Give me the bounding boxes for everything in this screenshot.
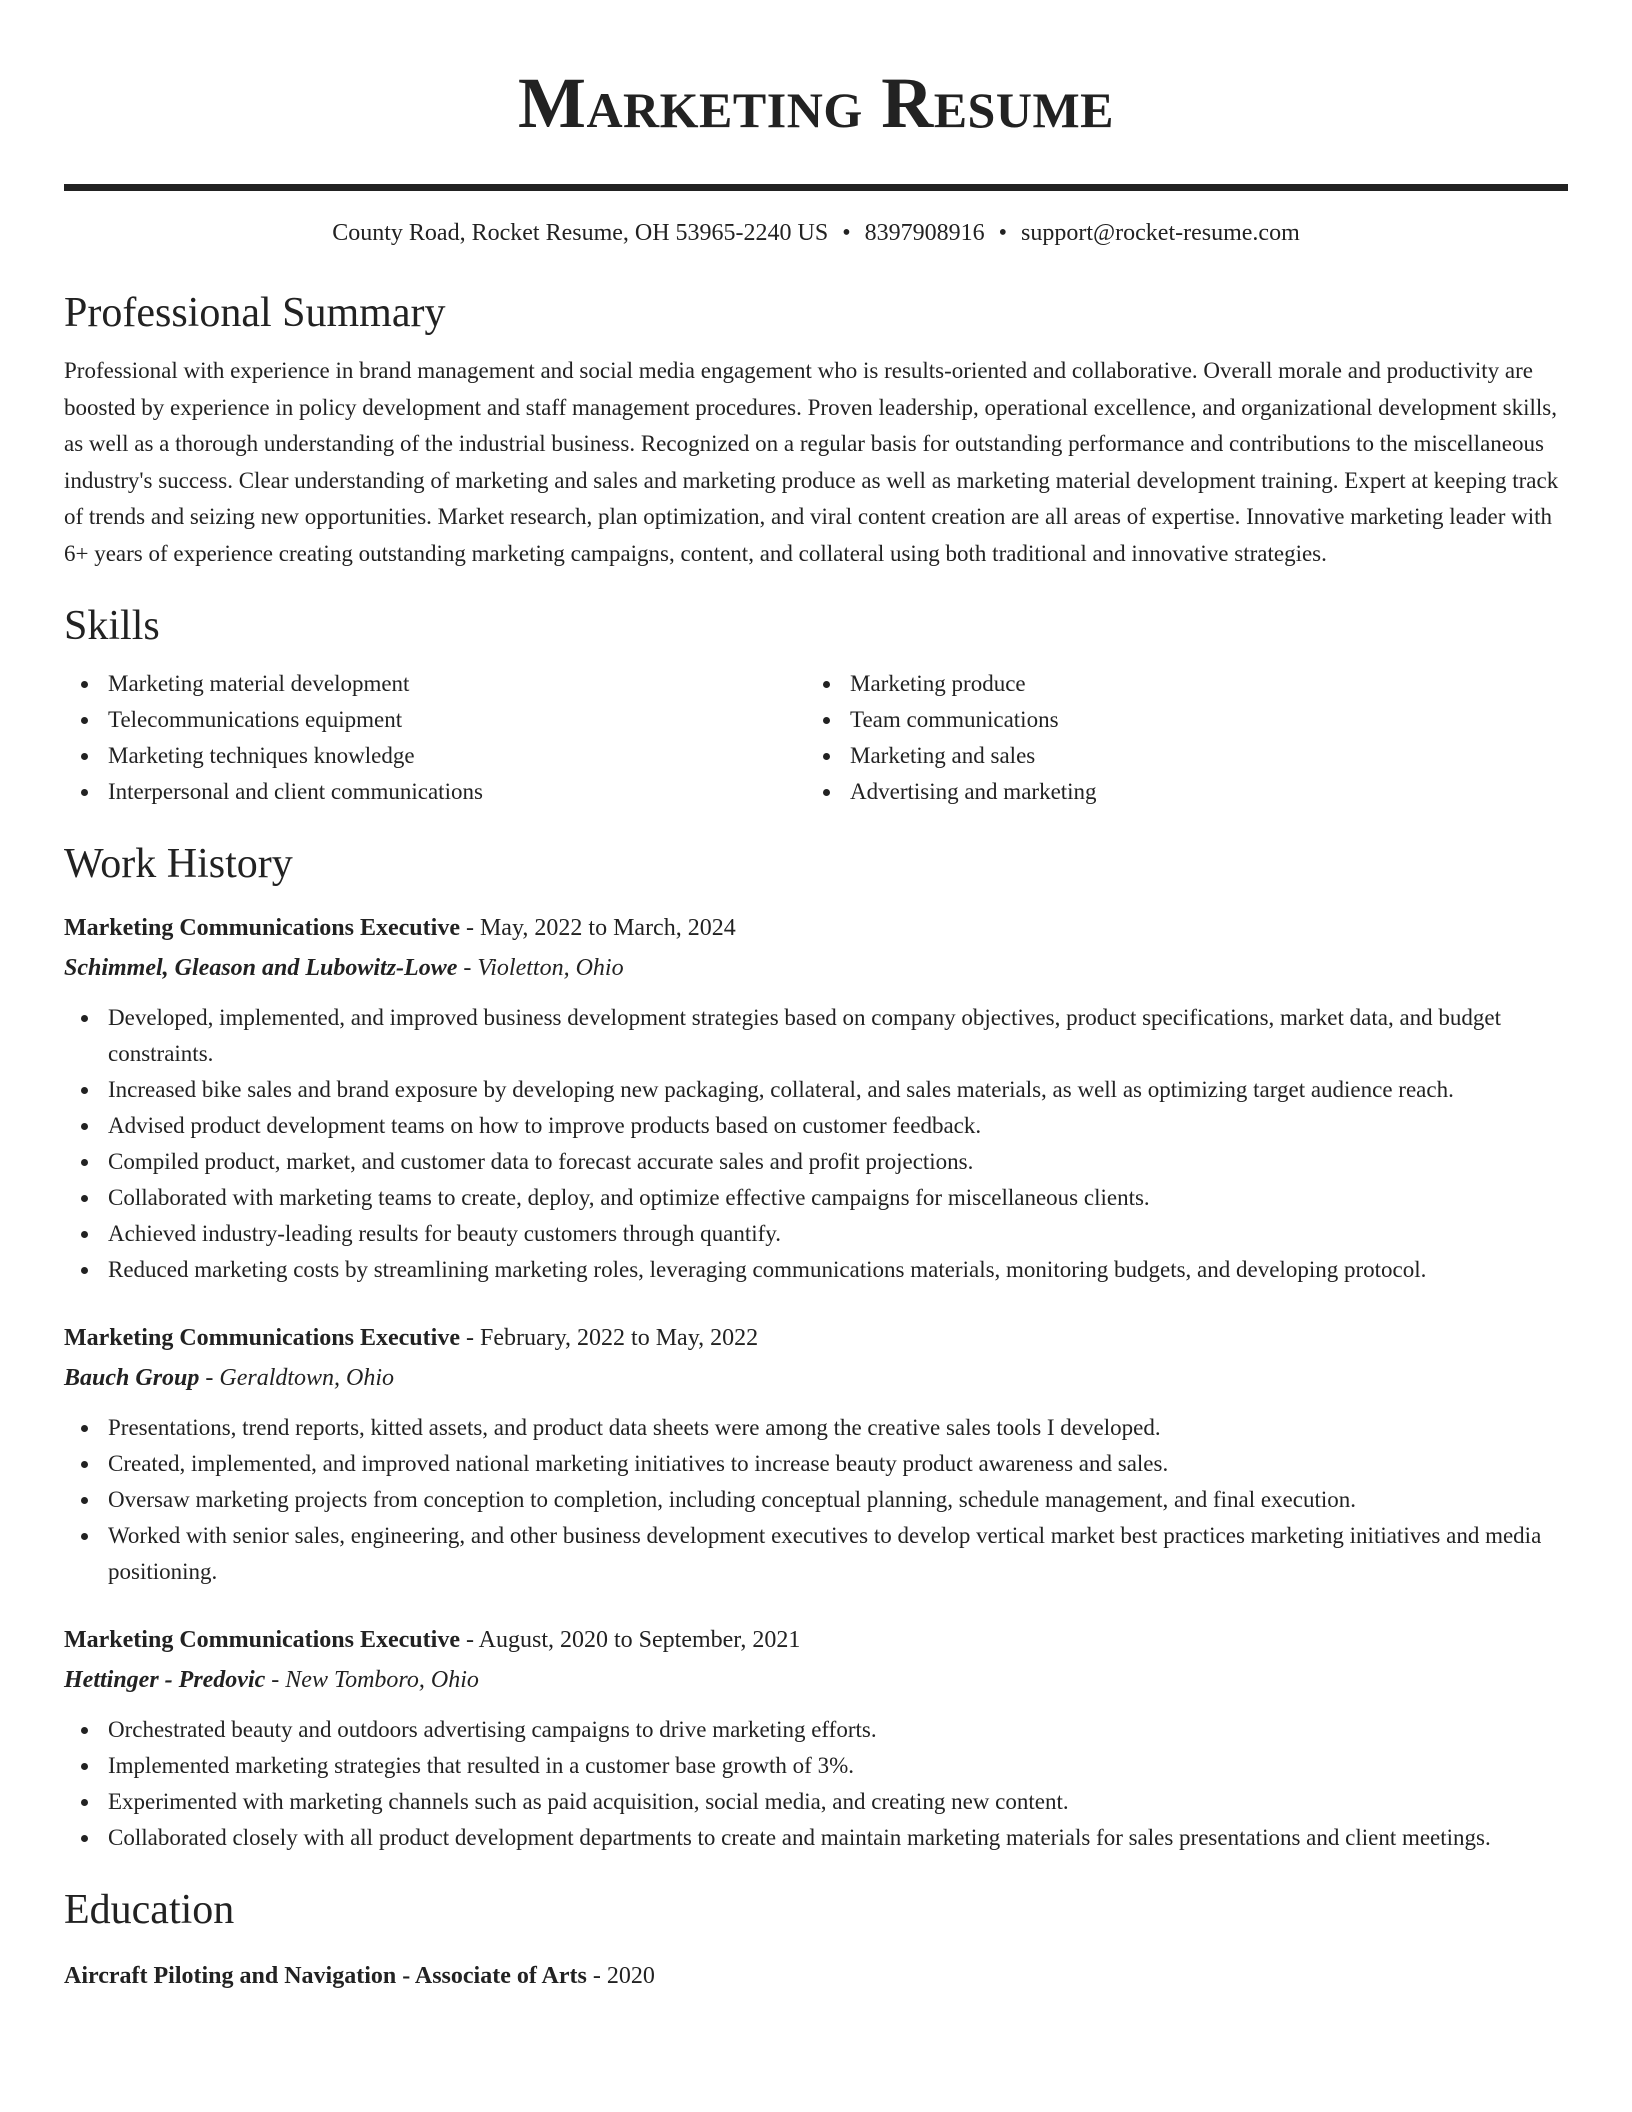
job-company-line: Schimmel, Gleason and Lubowitz-Lowe - Violetton, Ohio (64, 955, 624, 981)
job-location: Violetton, Ohio (477, 955, 624, 981)
job-bullet: Developed, implemented, and improved business development strategies based on company objectives, product specifications, market data, and budget constraints. (64, 1000, 1568, 1072)
skill-item: Marketing techniques knowledge (64, 738, 806, 774)
job-bullet: Advised product development teams on how to improve products based on customer feedback. (64, 1108, 1568, 1144)
skills-heading: Skills (64, 603, 160, 649)
job-company: Schimmel, Gleason and Lubowitz-Lowe (64, 955, 458, 981)
job-bullet: Achieved industry-leading results for beauty customers through quantify. (64, 1216, 1568, 1252)
education-degree: Aircraft Piloting and Navigation - Associate of Arts (64, 1963, 587, 1989)
job-location: New Tomboro, Ohio (285, 1667, 479, 1693)
skill-item: Marketing produce (806, 666, 1548, 702)
skills-list-left (64, 666, 806, 810)
job-entry (64, 1620, 1568, 1856)
job-bullet: Presentations, trend reports, kitted assets, and product data sheets were among the creative sales tools I developed. (64, 1410, 1568, 1446)
job-bullet: Oversaw marketing projects from conception to completion, including conceptual planning, schedule management, and final execution. (64, 1482, 1568, 1518)
job-bullets (64, 1712, 1568, 1856)
education-heading: Education (64, 1887, 235, 1933)
skill-item: Interpersonal and client communications (64, 774, 806, 810)
contact-line (64, 217, 1568, 249)
skill-item: Marketing material development (64, 666, 806, 702)
job-bullet: Created, implemented, and improved national marketing initiatives to increase beauty product awareness and sales. (64, 1446, 1568, 1482)
job-dates: February, 2022 to May, 2022 (479, 1325, 759, 1351)
job-role: Marketing Communications Executive (64, 1627, 460, 1653)
summary-heading: Professional Summary (64, 290, 446, 336)
job-company: Hettinger - Predovic (64, 1667, 266, 1693)
skills-grid (64, 666, 1568, 810)
title-divider (64, 184, 1568, 191)
job-bullets (64, 1410, 1568, 1590)
job-bullet: Experimented with marketing channels such as paid acquisition, social media, and creating new content. (64, 1784, 1568, 1820)
job-company-line: Hettinger - Predovic - New Tomboro, Ohio (64, 1667, 479, 1693)
job-dates: May, 2022 to March, 2024 (479, 915, 736, 941)
page-title: Marketing Resume (517, 63, 1115, 143)
contact-phone: 8397908916 (864, 220, 985, 246)
job-bullet: Implemented marketing strategies that resulted in a customer base growth of 3%. (64, 1748, 1568, 1784)
job-bullet: Increased bike sales and brand exposure by developing new packaging, collateral, and sales materials, as well as optimizing target audience reach. (64, 1072, 1568, 1108)
job-role-line: Marketing Communications Executive - May, 2022 to March, 2024 (64, 915, 736, 941)
job-entry (64, 908, 1568, 1288)
job-bullet: Compiled product, market, and customer data to forecast accurate sales and profit projections. (64, 1144, 1568, 1180)
skill-item: Team communications (806, 702, 1548, 738)
job-bullet: Reduced marketing costs by streamlining marketing roles, leveraging communications materials, monitoring budgets, and developing protocol. (64, 1252, 1568, 1288)
education-year: 2020 (606, 1963, 655, 1989)
job-bullet: Worked with senior sales, engineering, and other business development executives to develop vertical market best practices marketing initiatives and media positioning. (64, 1518, 1568, 1590)
summary-text: Professional with experience in brand management and social media engagement who is results-oriented and collaborative. Overall morale and productivity are boosted by experience in policy development and staff management procedures. Proven leadership, operational excellence, and organizational development skills, as well as a thorough understanding of the industrial business. Recognized on a regular basis for outstanding performance and contributions to the miscellaneous industry's success. Clear understanding of marketing and sales and marketing produce as well as marketing material development training. Expert at keeping track of trends and seizing new opportunities. Market research, plan optimization, and viral content creation are all areas of expertise. Innovative marketing leader with 6+ years of experience creating outstanding marketing campaigns, content, and collateral using both traditional and innovative strategies. (64, 358, 1559, 566)
job-role-line: Marketing Communications Executive - February, 2022 to May, 2022 (64, 1325, 759, 1351)
skills-list-right (806, 666, 1548, 810)
job-company: Bauch Group (64, 1365, 200, 1391)
job-location: Geraldtown, Ohio (219, 1365, 395, 1391)
skill-item: Marketing and sales (806, 738, 1548, 774)
job-role: Marketing Communications Executive (64, 915, 460, 941)
contact-separator: • (842, 220, 851, 246)
job-bullets (64, 1000, 1568, 1288)
contact-email: support@rocket-resume.com (1021, 220, 1300, 246)
job-role: Marketing Communications Executive (64, 1325, 460, 1351)
contact-separator: • (998, 220, 1008, 246)
education-entry: Aircraft Piloting and Navigation - Associate of Arts - 2020 (64, 1963, 655, 1989)
job-role-line: Marketing Communications Executive - August, 2020 to September, 2021 (64, 1627, 801, 1653)
work-history-heading: Work History (64, 841, 293, 887)
job-bullet: Orchestrated beauty and outdoors advertising campaigns to drive marketing efforts. (64, 1712, 1568, 1748)
job-dates: August, 2020 to September, 2021 (478, 1627, 801, 1653)
job-bullet: Collaborated with marketing teams to create, deploy, and optimize effective campaigns for miscellaneous clients. (64, 1180, 1568, 1216)
job-bullet: Collaborated closely with all product development departments to create and maintain marketing materials for sales presentations and client meetings. (64, 1820, 1568, 1856)
job-company-line: Bauch Group - Geraldtown, Ohio (64, 1365, 395, 1391)
skill-item: Telecommunications equipment (64, 702, 806, 738)
job-entry (64, 1318, 1568, 1590)
contact-address: County Road, Rocket Resume, OH 53965-2240 US (332, 220, 829, 246)
skill-item: Advertising and marketing (806, 774, 1548, 810)
